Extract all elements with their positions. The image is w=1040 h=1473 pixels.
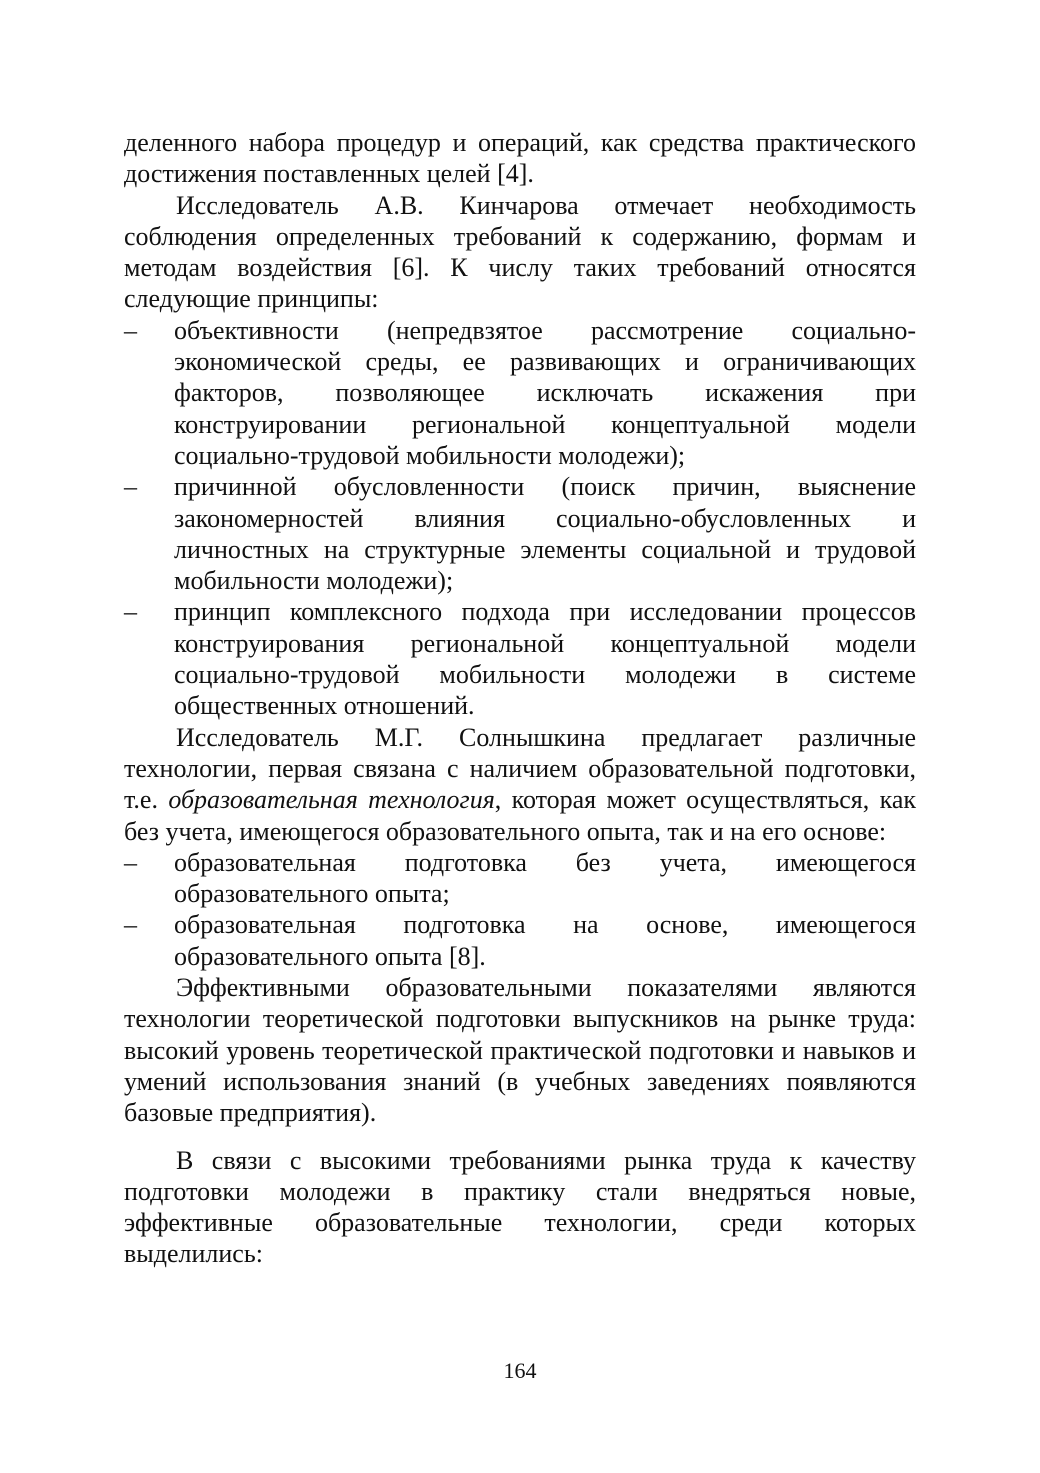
list-item (124, 847, 916, 910)
list-item-text: образовательная подготовка без учета, имеющегося образовательного опыта; (174, 847, 916, 909)
list-item (124, 471, 916, 596)
paragraph-solnyshkina (124, 722, 916, 847)
list-dash: – (124, 315, 137, 345)
list-dash: – (124, 472, 137, 502)
paragraph-text: , которая может осуществляться, как без учета, имеющегося образовательного опыта, так и на его основе: (124, 785, 916, 846)
technologies-list (124, 847, 916, 972)
list-item-text: принцип комплексного подхода при исследовании процессов конструирования региональной концептуальной модели социально-трудовой мобильности молодежи в системе общественных отношений. (174, 597, 916, 721)
italic-term: образовательная технология (168, 785, 495, 815)
paragraph-kincharova: Исследователь А.В. Кинчарова отмечает необходимость соблюдения определенных требований к содержанию, формам и методам воздействия [6]. К числу таких требований относятся следующие принципы: (124, 190, 916, 314)
paragraph-continuation: деленного набора процедур и операций, как средства практического достижения поставленных целей [4]. (124, 128, 916, 189)
paragraph-gap (124, 1129, 916, 1145)
paragraph-effective-indicators: Эффективными образовательными показателями являются технологии теоретической подготовки выпускников на рынке труда: высокий уровень теоретической практической подготовки и навыков и умений использования знаний (в учебных заведениях появляются базовые предприятия). (124, 973, 916, 1128)
list-dash: – (124, 597, 137, 627)
list-item-text: образовательная подготовка на основе, имеющегося образовательного опыта [8]. (174, 910, 916, 971)
list-dash: – (124, 847, 137, 877)
paragraph-text: Исследователь М.Г. Солнышкина предлагает различные технологии, первая связана с наличием образовательной подготовки, т.е. (124, 722, 916, 815)
list-item-text: объективности (непредвзятое рассмотрение социально-экономической среды, ее развивающих и ограничивающих факторов, позволяющее исключать искажения при конструировании региональной концептуальной модели социально-трудовой мобильности молодежи); (174, 315, 916, 470)
list-dash: – (124, 910, 137, 940)
page-number: 164 (503, 1358, 537, 1383)
list-item-text: причинной обусловленности (поиск причин, выяснение закономерностей влияния социально-обусловленных и личностных на структурные элементы социальной и трудовой мобильности молодежи); (174, 472, 916, 596)
list-item (124, 596, 916, 721)
list-item (124, 315, 916, 471)
list-item (124, 909, 916, 972)
page-body (124, 127, 916, 1270)
paragraph-labor-market: В связи с высокими требованиями рынка труда к качеству подготовки молодежи в практику стали внедряться новые, эффективные образовательные технологии, среди которых выделились: (124, 1145, 916, 1269)
principles-list (124, 315, 916, 722)
